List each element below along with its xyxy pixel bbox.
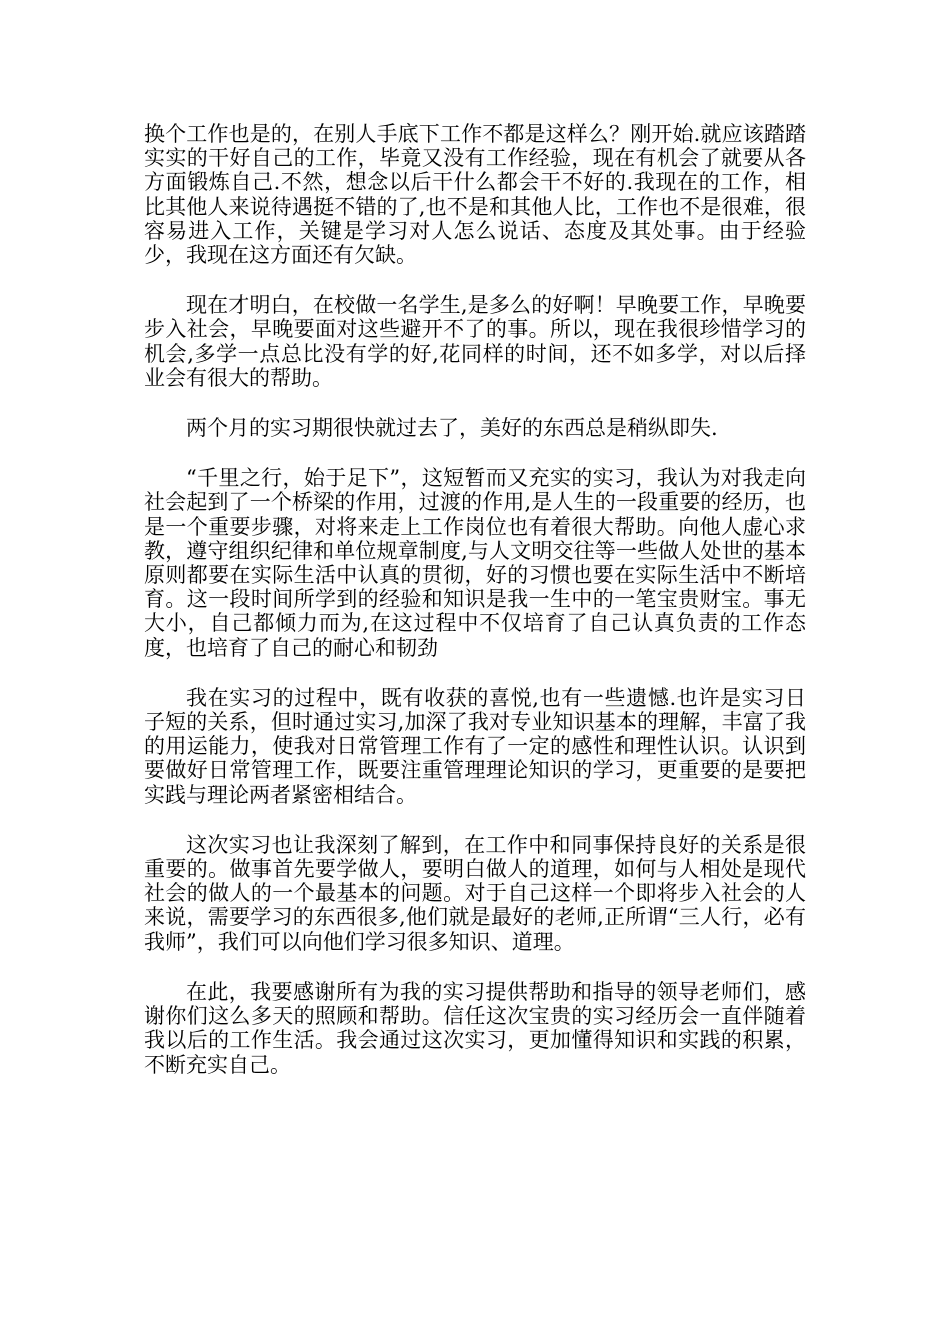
paragraph-3: 两个月的实习期很快就过去了，美好的东西总是稍纵即失.: [186, 416, 718, 441]
paragraph-5: 我在实习的过程中，既有收获的喜悦,也有一些遗憾.也许是实习日子短的关系，但时通过实习,加深了我对专业知识基本的理解，丰富了我的用运能力，使我对日常管理工作有了一定的感性和理性认识。认识到要做好日常管理工作，既要注重管理理论知识的学习，更重要的是要把实践与理论两者紧密相结合。: [144, 685, 806, 807]
paragraph-7: 在此，我要感谢所有为我的实习提供帮助和指导的领导老师们，感谢你们这么多天的照顾和帮助。信任这次宝贵的实习经历会一直伴随着我以后的工作生活。我会通过这次实习，更加懂得知识和实践的积累，不断充实自己。: [144, 979, 806, 1077]
paragraph-1: 换个工作也是的，在别人手底下工作不都是这样么？刚开始.就应该踏踏实实的干好自己的工作，毕竟又没有工作经验，现在有机会了就要从各方面锻炼自己.不然，想念以后干什么都会干不好的.我现在的工作，相比其他人来说待遇挺不错的了,也不是和其他人比，工作也不是很难，很容易进入工作，关键是学习对人怎么说话、态度及其处事。由于经验少，我现在这方面还有欠缺。: [144, 122, 806, 268]
paragraph-4: “千里之行，始于足下”，这短暂而又充实的实习，我认为对我走向社会起到了一个桥梁的作用，过渡的作用,是人生的一段重要的经历，也是一个重要步骤，对将来走上工作岗位也有着很大帮助。向他人虚心求教，遵守组织纪律和单位规章制度,与人文明交往等一些做人处世的基本原则都要在实际生活中认真的贯彻，好的习惯也要在实际生活中不断培育。这一段时间所学到的经验和知识是我一生中的一笔宝贵财宝。事无大小，自己都倾力而为,在这过程中不仅培育了自己认真负责的工作态度，也培育了自己的耐心和韧劲: [144, 466, 806, 660]
paragraph-2: 现在才明白，在校做一名学生,是多么的好啊！早晚要工作，早晚要步入社会，早晚要面对这些避开不了的事。所以，现在我很珍惜学习的机会,多学一点总比没有学的好,花同样的时间，还不如多学，对以后择业会有很大的帮助。: [144, 293, 806, 390]
paragraph-6: 这次实习也让我深刻了解到，在工作中和同事保持良好的关系是很重要的。做事首先要学做人，要明白做人的道理，如何与人相处是现代社会的做人的一个最基本的问题。对于自己这样一个即将步入社会的人来说，需要学习的东西很多,他们就是最好的老师,正所谓“三人行，必有我师”，我们可以向他们学习很多知识、道理。: [144, 832, 806, 954]
document-page: [144, 122, 806, 1103]
